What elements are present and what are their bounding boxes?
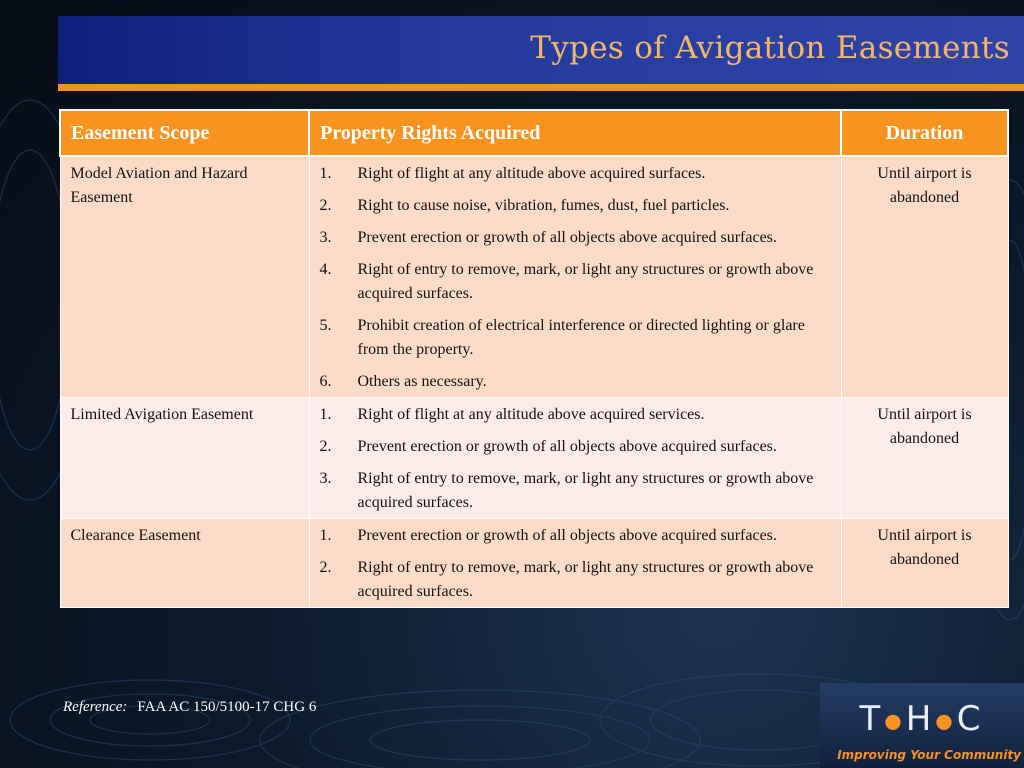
logo-letters: T●H●C xyxy=(859,699,985,739)
rights-list xyxy=(320,162,832,394)
logo-tagline: Improving Your Community xyxy=(837,748,1021,762)
table-header-row xyxy=(60,110,1008,156)
reference-note xyxy=(63,699,316,716)
rights-list-item: 3. Prevent erection or growth of all objects above acquired surfaces. xyxy=(319,229,777,246)
title-underline xyxy=(58,84,1024,91)
rights-list-item: 6. Others as necessary. xyxy=(319,373,487,390)
header-duration: Duration xyxy=(841,110,1008,156)
table-row-limited xyxy=(60,398,1008,519)
rights-list xyxy=(320,524,832,604)
table-row-clearance xyxy=(60,519,1008,608)
scope-cell: Clearance Easement xyxy=(60,519,309,608)
scope-cell: Limited Avigation Easement xyxy=(60,398,309,519)
rights-cell xyxy=(309,519,841,608)
duration-cell: Until airport is abandoned xyxy=(841,398,1008,519)
rights-list-item: 5. Prohibit creation of electrical interference or directed lighting or glare from the property. xyxy=(319,317,805,358)
reference-text: FAA AC 150/5100-17 CHG 6 xyxy=(137,699,317,715)
easements-table xyxy=(59,109,1009,608)
rights-list-item: 1. Right of flight at any altitude above acquired surfaces. xyxy=(319,165,706,182)
rights-list-item: 2. Right of entry to remove, mark, or light any structures or growth above acquired surfaces. xyxy=(319,559,814,600)
rights-list-item: 3. Right of entry to remove, mark, or light any structures or growth above acquired surfaces. xyxy=(319,470,814,511)
rights-list-item: 1. Right of flight at any altitude above acquired services. xyxy=(319,406,705,423)
header-property-rights: Property Rights Acquired xyxy=(309,110,841,156)
reference-label: Reference: xyxy=(63,699,128,715)
duration-cell: Until airport is abandoned xyxy=(841,156,1008,398)
header-easement-scope: Easement Scope xyxy=(60,110,309,156)
rights-list-item: 2. Right to cause noise, vibration, fumes, dust, fuel particles. xyxy=(319,197,730,214)
table-row-hazard xyxy=(60,156,1008,398)
rights-cell xyxy=(309,156,841,398)
rights-list xyxy=(320,403,832,515)
slide-title: Types of Avigation Easements xyxy=(530,30,1010,66)
scope-cell: Model Aviation and Hazard Easement xyxy=(60,156,309,398)
rights-list-item: 1. Prevent erection or growth of all objects above acquired surfaces. xyxy=(319,527,777,544)
rights-list-item: 2. Prevent erection or growth of all objects above acquired surfaces. xyxy=(319,438,777,455)
duration-cell: Until airport is abandoned xyxy=(841,519,1008,608)
rights-cell xyxy=(309,398,841,519)
rights-list-item: 4. Right of entry to remove, mark, or light any structures or growth above acquired surfaces. xyxy=(319,261,814,302)
